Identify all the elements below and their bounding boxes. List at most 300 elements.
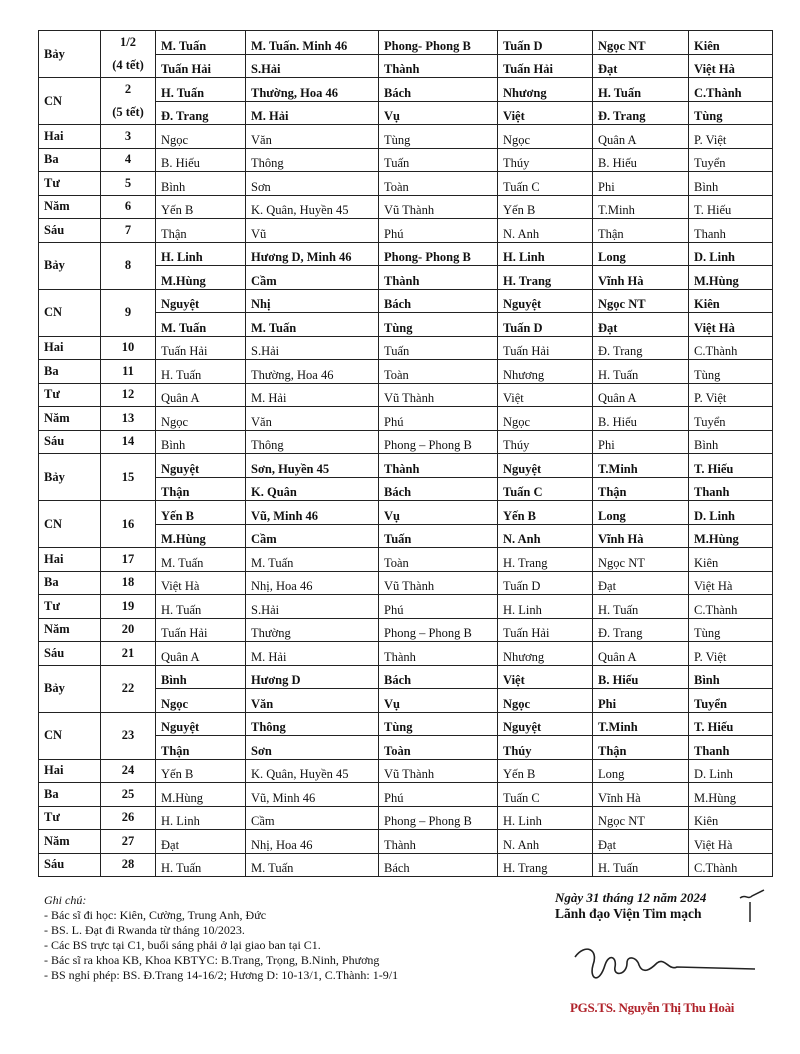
signature-role: Lãnh đạo Viện Tim mạch bbox=[555, 906, 702, 921]
doctor-cell: Vụ bbox=[379, 101, 498, 125]
doctor-cell: Phú bbox=[379, 219, 498, 243]
doctor-cell: Thường bbox=[246, 618, 379, 642]
doctor-cell: Thanh bbox=[689, 477, 773, 501]
doctor-cell: Nguyệt bbox=[498, 454, 593, 478]
date-cell: 26 bbox=[101, 806, 156, 830]
doctor-cell: Vụ bbox=[379, 689, 498, 713]
day-cell: Năm bbox=[39, 830, 101, 854]
doctor-cell: Vĩnh Hà bbox=[593, 783, 689, 807]
doctor-cell: Vũ Thành bbox=[379, 383, 498, 407]
doctor-cell: Long bbox=[593, 242, 689, 266]
day-cell: CN bbox=[39, 289, 101, 336]
day-cell: Bảy bbox=[39, 242, 101, 289]
day-cell: Ba bbox=[39, 571, 101, 595]
notes-title: Ghi chú: bbox=[44, 893, 87, 907]
doctor-cell: Nguyệt bbox=[156, 712, 246, 736]
table-row bbox=[39, 219, 773, 243]
doctor-cell: M.Hùng bbox=[156, 266, 246, 290]
doctor-cell: M. Tuấn bbox=[156, 31, 246, 55]
doctor-cell: K. Quân bbox=[246, 477, 379, 501]
doctor-cell: Văn bbox=[246, 407, 379, 431]
doctor-cell: N. Anh bbox=[498, 830, 593, 854]
doctor-cell: Yến B bbox=[156, 759, 246, 783]
day-cell: Sáu bbox=[39, 853, 101, 877]
day-cell: Tư bbox=[39, 595, 101, 619]
doctor-cell: Toàn bbox=[379, 548, 498, 572]
table-row bbox=[39, 618, 773, 642]
doctor-cell: Việt Hà bbox=[689, 313, 773, 337]
table-row bbox=[39, 101, 773, 125]
doctor-cell: M.Hùng bbox=[156, 524, 246, 548]
doctor-cell: Bình bbox=[156, 665, 246, 689]
doctor-cell: Vũ, Minh 46 bbox=[246, 783, 379, 807]
day-cell: Sáu bbox=[39, 219, 101, 243]
doctor-cell: T.Minh bbox=[593, 712, 689, 736]
doctor-cell: Sơn, Huyền 45 bbox=[246, 454, 379, 478]
table-row bbox=[39, 642, 773, 666]
doctor-cell: Thường, Hoa 46 bbox=[246, 78, 379, 102]
doctor-cell: Ngọc NT bbox=[593, 31, 689, 55]
doctor-cell: Ngọc NT bbox=[593, 289, 689, 313]
table-row bbox=[39, 172, 773, 196]
duty-schedule-table bbox=[38, 30, 773, 877]
doctor-cell: Đ. Trang bbox=[156, 101, 246, 125]
doctor-cell: Ngọc bbox=[498, 407, 593, 431]
doctor-cell: Nguyệt bbox=[498, 712, 593, 736]
day-cell: Hai bbox=[39, 125, 101, 149]
doctor-cell: Nhị, Hoa 46 bbox=[246, 830, 379, 854]
doctor-cell: Tuấn C bbox=[498, 477, 593, 501]
date-note-cell: (4 tết) bbox=[101, 54, 156, 78]
table-row bbox=[39, 78, 773, 102]
doctor-cell: Thận bbox=[156, 736, 246, 760]
doctor-cell: Thường, Hoa 46 bbox=[246, 360, 379, 384]
doctor-cell: Tuấn D bbox=[498, 313, 593, 337]
doctor-cell: K. Quân, Huyền 45 bbox=[246, 759, 379, 783]
day-cell: Năm bbox=[39, 618, 101, 642]
doctor-cell: M. Tuấn. Minh 46 bbox=[246, 31, 379, 55]
doctor-cell: K. Quân, Huyền 45 bbox=[246, 195, 379, 219]
doctor-cell: P. Việt bbox=[689, 383, 773, 407]
table-row bbox=[39, 853, 773, 877]
table-row bbox=[39, 712, 773, 736]
date-cell: 24 bbox=[101, 759, 156, 783]
table-row bbox=[39, 430, 773, 454]
date-cell: 6 bbox=[101, 195, 156, 219]
doctor-cell: Bách bbox=[379, 477, 498, 501]
date-cell: 9 bbox=[101, 289, 156, 336]
doctor-cell: Việt Hà bbox=[156, 571, 246, 595]
doctor-cell: Tuấn bbox=[379, 524, 498, 548]
doctor-cell: Thông bbox=[246, 148, 379, 172]
doctor-cell: Cầm bbox=[246, 806, 379, 830]
doctor-cell: H. Linh bbox=[498, 595, 593, 619]
doctor-cell: Bình bbox=[689, 172, 773, 196]
signer-name: PGS.TS. Nguyễn Thị Thu Hoài bbox=[570, 1000, 735, 1015]
doctor-cell: Đ. Trang bbox=[593, 336, 689, 360]
doctor-cell: Đạt bbox=[156, 830, 246, 854]
doctor-cell: Đạt bbox=[593, 571, 689, 595]
doctor-cell: M. Hải bbox=[246, 642, 379, 666]
doctor-cell: Văn bbox=[246, 125, 379, 149]
doctor-cell: T. Hiếu bbox=[689, 195, 773, 219]
doctor-cell: D. Linh bbox=[689, 501, 773, 525]
doctor-cell: Bách bbox=[379, 289, 498, 313]
date-cell: 28 bbox=[101, 853, 156, 877]
doctor-cell: Việt Hà bbox=[689, 571, 773, 595]
doctor-cell: Tuấn Hải bbox=[498, 618, 593, 642]
doctor-cell: Vĩnh Hà bbox=[593, 524, 689, 548]
handwritten-signature bbox=[565, 935, 765, 995]
doctor-cell: H. Tuấn bbox=[156, 595, 246, 619]
doctor-cell: Ngọc bbox=[156, 407, 246, 431]
doctor-cell: M. Tuấn bbox=[156, 313, 246, 337]
doctor-cell: Việt Hà bbox=[689, 54, 773, 78]
date-cell: 15 bbox=[101, 454, 156, 501]
doctor-cell: Long bbox=[593, 759, 689, 783]
doctor-cell: H. Linh bbox=[498, 242, 593, 266]
doctor-cell: Vũ bbox=[246, 219, 379, 243]
doctor-cell: Nguyệt bbox=[498, 289, 593, 313]
doctor-cell: H. Tuấn bbox=[593, 595, 689, 619]
date-cell: 23 bbox=[101, 712, 156, 759]
doctor-cell: Bình bbox=[689, 430, 773, 454]
date-cell: 16 bbox=[101, 501, 156, 548]
doctor-cell: Ngọc NT bbox=[593, 806, 689, 830]
doctor-cell: Phong- Phong B bbox=[379, 31, 498, 55]
table-row bbox=[39, 31, 773, 55]
date-cell: 18 bbox=[101, 571, 156, 595]
doctor-cell: Thận bbox=[593, 736, 689, 760]
doctor-cell: Thúy bbox=[498, 430, 593, 454]
doctor-cell: Thành bbox=[379, 454, 498, 478]
doctor-cell: T. Hiếu bbox=[689, 712, 773, 736]
doctor-cell: Sơn bbox=[246, 736, 379, 760]
date-cell: 13 bbox=[101, 407, 156, 431]
doctor-cell: Hương D, Minh 46 bbox=[246, 242, 379, 266]
doctor-cell: Phú bbox=[379, 595, 498, 619]
doctor-cell: Thận bbox=[156, 477, 246, 501]
doctor-cell: H. Tuấn bbox=[156, 78, 246, 102]
day-cell: Năm bbox=[39, 407, 101, 431]
date-cell: 12 bbox=[101, 383, 156, 407]
doctor-cell: Đạt bbox=[593, 313, 689, 337]
day-cell: Năm bbox=[39, 195, 101, 219]
doctor-cell: Việt bbox=[498, 383, 593, 407]
doctor-cell: N. Anh bbox=[498, 524, 593, 548]
doctor-cell: P. Việt bbox=[689, 125, 773, 149]
day-cell: Tư bbox=[39, 806, 101, 830]
doctor-cell: Việt Hà bbox=[689, 830, 773, 854]
doctor-cell: Long bbox=[593, 501, 689, 525]
doctor-cell: Phong – Phong B bbox=[379, 618, 498, 642]
doctor-cell: Quân A bbox=[593, 383, 689, 407]
day-cell: Ba bbox=[39, 148, 101, 172]
doctor-cell: Ngọc bbox=[498, 125, 593, 149]
date-cell: 27 bbox=[101, 830, 156, 854]
day-cell: Hai bbox=[39, 759, 101, 783]
doctor-cell: M.Hùng bbox=[689, 783, 773, 807]
date-cell: 20 bbox=[101, 618, 156, 642]
doctor-cell: Phi bbox=[593, 172, 689, 196]
doctor-cell: Thúy bbox=[498, 736, 593, 760]
doctor-cell: Đạt bbox=[593, 830, 689, 854]
doctor-cell: Cầm bbox=[246, 266, 379, 290]
doctor-cell: Thành bbox=[379, 54, 498, 78]
doctor-cell: M. Tuấn bbox=[156, 548, 246, 572]
doctor-cell: B. Hiếu bbox=[156, 148, 246, 172]
doctor-cell: Đạt bbox=[593, 54, 689, 78]
doctor-cell: Yến B bbox=[498, 501, 593, 525]
doctor-cell: Thanh bbox=[689, 736, 773, 760]
doctor-cell: H. Trang bbox=[498, 266, 593, 290]
note-item: - BS nghỉ phép: BS. Đ.Trang 14-16/2; Hương D: 10-13/1, C.Thành: 1-9/1 bbox=[44, 968, 399, 982]
doctor-cell: Tuấn Hải bbox=[156, 336, 246, 360]
date-cell: 3 bbox=[101, 125, 156, 149]
doctor-cell: Nhị, Hoa 46 bbox=[246, 571, 379, 595]
doctor-cell: Hương D bbox=[246, 665, 379, 689]
doctor-cell: Ngọc NT bbox=[593, 548, 689, 572]
doctor-cell: Tuấn D bbox=[498, 31, 593, 55]
doctor-cell: Yến B bbox=[498, 195, 593, 219]
table-row bbox=[39, 665, 773, 689]
doctor-cell: Yến B bbox=[156, 501, 246, 525]
day-cell: CN bbox=[39, 501, 101, 548]
doctor-cell: Nguyệt bbox=[156, 289, 246, 313]
day-cell: CN bbox=[39, 712, 101, 759]
doctor-cell: H. Trang bbox=[498, 548, 593, 572]
doctor-cell: M. Tuấn bbox=[246, 853, 379, 877]
doctor-cell: Phi bbox=[593, 430, 689, 454]
doctor-cell: Phi bbox=[593, 689, 689, 713]
doctor-cell: Phong – Phong B bbox=[379, 430, 498, 454]
note-item: - Bác sĩ đi học: Kiên, Cường, Trung Anh, Đức bbox=[44, 908, 267, 922]
doctor-cell: Tuấn Hải bbox=[498, 54, 593, 78]
doctor-cell: Bình bbox=[156, 430, 246, 454]
table-row bbox=[39, 360, 773, 384]
doctor-cell: Đ. Trang bbox=[593, 101, 689, 125]
table-row bbox=[39, 454, 773, 478]
doctor-cell: H. Tuấn bbox=[593, 853, 689, 877]
doctor-cell: D. Linh bbox=[689, 759, 773, 783]
doctor-cell: B. Hiếu bbox=[593, 665, 689, 689]
doctor-cell: Bình bbox=[156, 172, 246, 196]
doctor-cell: T.Minh bbox=[593, 454, 689, 478]
doctor-cell: Tuấn Hải bbox=[498, 336, 593, 360]
doctor-cell: S.Hải bbox=[246, 336, 379, 360]
note-item: - BS. L. Đạt đi Rwanda từ tháng 10/2023. bbox=[44, 923, 245, 937]
table-row bbox=[39, 407, 773, 431]
doctor-cell: Nhương bbox=[498, 360, 593, 384]
doctor-cell: H. Tuấn bbox=[156, 853, 246, 877]
day-cell: Sáu bbox=[39, 430, 101, 454]
doctor-cell: Toàn bbox=[379, 736, 498, 760]
doctor-cell: H. Tuấn bbox=[593, 78, 689, 102]
doctor-cell: Tuấn C bbox=[498, 172, 593, 196]
date-cell: 8 bbox=[101, 242, 156, 289]
table-row bbox=[39, 336, 773, 360]
table-row bbox=[39, 383, 773, 407]
day-cell: Bảy bbox=[39, 665, 101, 712]
doctor-cell: C.Thành bbox=[689, 595, 773, 619]
doctor-cell: Tùng bbox=[689, 618, 773, 642]
doctor-cell: Bách bbox=[379, 853, 498, 877]
date-cell: 25 bbox=[101, 783, 156, 807]
table-row bbox=[39, 148, 773, 172]
doctor-cell: T.Minh bbox=[593, 195, 689, 219]
table-row bbox=[39, 571, 773, 595]
doctor-cell: Tuấn Hải bbox=[156, 618, 246, 642]
doctor-cell: H. Tuấn bbox=[593, 360, 689, 384]
doctor-cell: Bình bbox=[689, 665, 773, 689]
doctor-cell: Quân A bbox=[156, 642, 246, 666]
doctor-cell: Bách bbox=[379, 665, 498, 689]
doctor-cell: Ngọc bbox=[156, 125, 246, 149]
date-cell: 21 bbox=[101, 642, 156, 666]
date-cell: 7 bbox=[101, 219, 156, 243]
day-cell: Tư bbox=[39, 172, 101, 196]
doctor-cell: Tuấn Hải bbox=[156, 54, 246, 78]
doctor-cell: M. Hải bbox=[246, 383, 379, 407]
table-row bbox=[39, 595, 773, 619]
doctor-cell: Toàn bbox=[379, 172, 498, 196]
doctor-cell: S.Hải bbox=[246, 595, 379, 619]
day-cell: Bảy bbox=[39, 454, 101, 501]
doctor-cell: Nguyệt bbox=[156, 454, 246, 478]
doctor-cell: Vũ Thành bbox=[379, 195, 498, 219]
doctor-cell: Việt bbox=[498, 665, 593, 689]
signature-date: Ngày 31 tháng 12 năm 2024 bbox=[555, 890, 707, 905]
doctor-cell: Văn bbox=[246, 689, 379, 713]
doctor-cell: Thận bbox=[156, 219, 246, 243]
doctor-cell: Kiên bbox=[689, 289, 773, 313]
table-row bbox=[39, 548, 773, 572]
doctor-cell: Nhị bbox=[246, 289, 379, 313]
doctor-cell: M.Hùng bbox=[156, 783, 246, 807]
doctor-cell: Vụ bbox=[379, 501, 498, 525]
doctor-cell: Thận bbox=[593, 477, 689, 501]
doctor-cell: Thông bbox=[246, 430, 379, 454]
date-cell: 11 bbox=[101, 360, 156, 384]
doctor-cell: Kiên bbox=[689, 548, 773, 572]
doctor-cell: T. Hiếu bbox=[689, 454, 773, 478]
doctor-cell: Vũ Thành bbox=[379, 759, 498, 783]
doctor-cell: Nhương bbox=[498, 642, 593, 666]
doctor-cell: Tuyển bbox=[689, 689, 773, 713]
doctor-cell: C.Thành bbox=[689, 78, 773, 102]
date-cell: 4 bbox=[101, 148, 156, 172]
doctor-cell: Phú bbox=[379, 783, 498, 807]
day-cell: CN bbox=[39, 78, 101, 125]
date-cell: 19 bbox=[101, 595, 156, 619]
doctor-cell: Thanh bbox=[689, 219, 773, 243]
table-row bbox=[39, 759, 773, 783]
doctor-cell: B. Hiếu bbox=[593, 148, 689, 172]
doctor-cell: Tùng bbox=[379, 313, 498, 337]
table-row bbox=[39, 54, 773, 78]
date-cell: 10 bbox=[101, 336, 156, 360]
doctor-cell: Bách bbox=[379, 78, 498, 102]
doctor-cell: Quân A bbox=[156, 383, 246, 407]
doctor-cell: Thông bbox=[246, 712, 379, 736]
doctor-cell: B. Hiếu bbox=[593, 407, 689, 431]
day-cell: Sáu bbox=[39, 642, 101, 666]
doctor-cell: S.Hải bbox=[246, 54, 379, 78]
date-cell: 22 bbox=[101, 665, 156, 712]
table-row bbox=[39, 125, 773, 149]
doctor-cell: Nhương bbox=[498, 78, 593, 102]
table-row bbox=[39, 289, 773, 313]
date-cell: 14 bbox=[101, 430, 156, 454]
doctor-cell: Ngọc bbox=[498, 689, 593, 713]
doctor-cell: H. Linh bbox=[156, 242, 246, 266]
doctor-cell: Thành bbox=[379, 830, 498, 854]
doctor-cell: Vũ Thành bbox=[379, 571, 498, 595]
signature-flourish bbox=[738, 888, 768, 928]
notes-section bbox=[44, 893, 398, 983]
doctor-cell: Yến B bbox=[156, 195, 246, 219]
doctor-cell: Phú bbox=[379, 407, 498, 431]
doctor-cell: H. Linh bbox=[498, 806, 593, 830]
day-cell: Bảy bbox=[39, 31, 101, 78]
doctor-cell: C.Thành bbox=[689, 336, 773, 360]
doctor-cell: Tuấn bbox=[379, 148, 498, 172]
doctor-cell: Tuấn D bbox=[498, 571, 593, 595]
table-row bbox=[39, 242, 773, 266]
day-cell: Hai bbox=[39, 548, 101, 572]
doctor-cell: M. Tuấn bbox=[246, 548, 379, 572]
doctor-cell: Toàn bbox=[379, 360, 498, 384]
date-cell: 2 bbox=[101, 78, 156, 102]
table-row bbox=[39, 195, 773, 219]
table-row bbox=[39, 501, 773, 525]
doctor-cell: Thành bbox=[379, 266, 498, 290]
doctor-cell: Quân A bbox=[593, 642, 689, 666]
table-row bbox=[39, 830, 773, 854]
doctor-cell: H. Trang bbox=[498, 853, 593, 877]
date-cell: 17 bbox=[101, 548, 156, 572]
doctor-cell: Phong- Phong B bbox=[379, 242, 498, 266]
doctor-cell: Cầm bbox=[246, 524, 379, 548]
date-note-cell: (5 tết) bbox=[101, 101, 156, 125]
day-cell: Ba bbox=[39, 783, 101, 807]
doctor-cell: Vũ, Minh 46 bbox=[246, 501, 379, 525]
doctor-cell: Ngọc bbox=[156, 689, 246, 713]
doctor-cell: Tùng bbox=[689, 360, 773, 384]
doctor-cell: Tùng bbox=[689, 101, 773, 125]
doctor-cell: Yến B bbox=[498, 759, 593, 783]
day-cell: Hai bbox=[39, 336, 101, 360]
table-row bbox=[39, 806, 773, 830]
doctor-cell: Đ. Trang bbox=[593, 618, 689, 642]
doctor-cell: Tuyển bbox=[689, 407, 773, 431]
doctor-cell: Việt bbox=[498, 101, 593, 125]
doctor-cell: Thúy bbox=[498, 148, 593, 172]
doctor-cell: Tùng bbox=[379, 712, 498, 736]
doctor-cell: Kiên bbox=[689, 806, 773, 830]
doctor-cell: Kiên bbox=[689, 31, 773, 55]
doctor-cell: Quân A bbox=[593, 125, 689, 149]
doctor-cell: H. Linh bbox=[156, 806, 246, 830]
table-row bbox=[39, 783, 773, 807]
doctor-cell: Thận bbox=[593, 219, 689, 243]
date-cell: 1/2 bbox=[101, 31, 156, 55]
doctor-cell: P. Việt bbox=[689, 642, 773, 666]
doctor-cell: Vĩnh Hà bbox=[593, 266, 689, 290]
doctor-cell: Tùng bbox=[379, 125, 498, 149]
doctor-cell: H. Tuấn bbox=[156, 360, 246, 384]
doctor-cell: Tuấn C bbox=[498, 783, 593, 807]
